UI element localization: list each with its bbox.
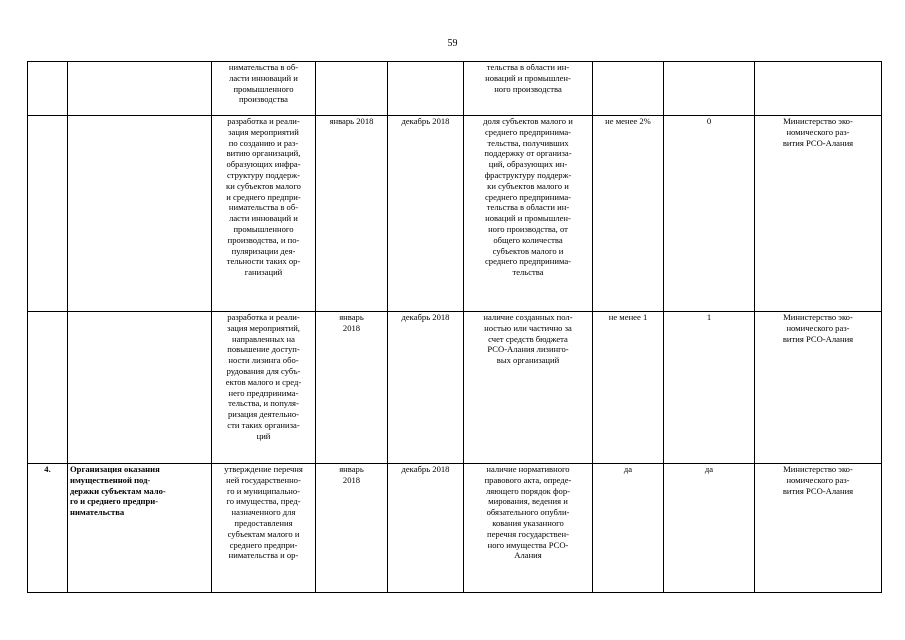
cell-line: разработка и реали- <box>227 312 300 322</box>
cell-line: пуляризации дея- <box>231 245 296 256</box>
cell-line: него предпринима- <box>228 387 299 398</box>
cell-line: 2018 <box>342 322 361 333</box>
cell-executor <box>755 312 882 464</box>
cell-line: обязательного опубли- <box>486 507 570 518</box>
cell-line: среднего предпринима- <box>484 126 572 137</box>
cell-line: вых организаций <box>496 355 560 366</box>
cell-number <box>28 62 68 116</box>
cell-line: ки субъектов малого и <box>487 180 569 191</box>
cell-line: ки субъектов малого <box>226 180 301 191</box>
cell-line: доля субъектов малого и <box>483 116 573 126</box>
cell-activity <box>212 62 316 116</box>
cell-line: ностью или частично за <box>484 322 572 333</box>
cell-line: тельства, получивших <box>487 137 569 148</box>
cell-number <box>28 116 68 312</box>
cell-line: январь 2018 <box>329 116 374 126</box>
cell-start-date <box>316 312 388 464</box>
cell-number <box>28 312 68 464</box>
cell-line: ного имущества РСО- <box>487 539 569 550</box>
cell-number: 4. <box>28 464 68 593</box>
cell-line: субъектам малого и <box>227 528 300 539</box>
cell-line: счет средств бюджета <box>488 333 568 344</box>
cell-line: мирования, ведения и <box>488 496 568 507</box>
cell-start-date <box>316 464 388 593</box>
cell-line: Министерство эко- <box>783 464 853 474</box>
cell-line: зация мероприятий <box>228 126 299 137</box>
cell-line: субъектов малого и <box>492 245 564 256</box>
cell-line: тельства в области ин- <box>486 62 570 72</box>
cell-fact-value: да <box>664 464 755 593</box>
cell-line: ляющего порядок фор- <box>485 485 570 496</box>
cell-fact-value: 0 <box>664 116 755 312</box>
cell-fact-value: 1 <box>664 312 755 464</box>
cell-line: ций <box>256 430 271 441</box>
cell-line: утверждение перечня <box>224 464 303 474</box>
table-row <box>28 116 882 312</box>
cell-end-date <box>388 62 464 116</box>
cell-line: промышленного <box>233 83 294 94</box>
cell-activity <box>212 312 316 464</box>
cell-plan-value <box>593 62 664 116</box>
cell-plan-value: не менее 1 <box>593 312 664 464</box>
cell-indicator <box>464 116 593 312</box>
cell-line: январь <box>339 312 364 322</box>
cell-line: направленных на <box>232 333 295 344</box>
cell-line: январь <box>339 464 364 474</box>
cell-line: зация мероприятий, <box>227 322 300 333</box>
cell-line: предоставления <box>234 517 293 528</box>
cell-line: тельства <box>512 267 544 278</box>
cell-line: ектов малого и сред- <box>225 376 302 387</box>
table-row <box>28 62 882 116</box>
cell-line: повышение доступ- <box>227 344 300 355</box>
cell-start-date <box>316 62 388 116</box>
cell-line: среднего предпринима- <box>484 256 572 267</box>
cell-indicator <box>464 464 593 593</box>
cell-line: новаций и промышлен- <box>485 72 571 83</box>
cell-line: кования указанного <box>492 517 564 528</box>
cell-line: фраструктуру поддерж- <box>484 169 572 180</box>
cell-line: витию организаций, <box>226 148 301 159</box>
cell-line: нимательства и ор- <box>228 550 299 561</box>
cell-name <box>68 116 212 312</box>
cell-line: номического раз- <box>786 474 850 485</box>
cell-line: ций, образующих ин- <box>488 159 568 170</box>
cell-fact-value <box>664 62 755 116</box>
cell-line: правового акта, опреде- <box>484 474 572 485</box>
cell-line: структуру поддерж- <box>226 169 301 180</box>
cell-line: производства, и по- <box>227 234 300 245</box>
cell-indicator <box>464 312 593 464</box>
cell-line: Министерство эко- <box>783 116 853 126</box>
measures-table <box>27 61 882 593</box>
cell-line: го и муниципально- <box>226 485 301 496</box>
cell-line: Организация оказания <box>70 464 160 474</box>
cell-line: и среднего предпри- <box>226 191 301 202</box>
page-number: 59 <box>447 38 458 49</box>
table-row <box>28 312 882 464</box>
cell-line: по созданию и раз- <box>228 137 299 148</box>
cell-line: держки субъектам мало- <box>70 485 166 496</box>
cell-name <box>68 464 212 593</box>
cell-line: наличие созданных пол- <box>483 312 573 322</box>
cell-line: ласти инноваций и <box>229 72 298 83</box>
cell-line: го имущества, пред- <box>226 496 301 507</box>
cell-line: среднего предпринима- <box>484 191 572 202</box>
cell-line: нимательства в об- <box>228 202 299 213</box>
cell-line: вития РСО-Алания <box>782 485 854 496</box>
cell-line: РСО-Алания лизинго- <box>487 344 569 355</box>
cell-line: тельства в области ин- <box>486 202 570 213</box>
cell-activity <box>212 464 316 593</box>
cell-line: нимательства в об- <box>228 62 299 72</box>
cell-line: Алания <box>514 550 542 561</box>
cell-start-date <box>316 116 388 312</box>
cell-line: имущественной под- <box>70 474 151 485</box>
cell-line: общего количества <box>493 234 563 245</box>
cell-line: ности лизинга обо- <box>228 355 299 366</box>
cell-line: образующих инфра- <box>226 159 301 170</box>
cell-executor <box>755 116 882 312</box>
cell-line: Министерство эко- <box>783 312 853 322</box>
cell-line: нимательства <box>70 507 125 518</box>
cell-line: поддержку от организа- <box>484 148 572 159</box>
cell-line: тельства, и популя- <box>228 398 299 409</box>
cell-line: ласти инноваций и <box>229 213 298 224</box>
cell-line: вития РСО-Алания <box>782 333 854 344</box>
cell-line: ней государственно- <box>226 474 301 485</box>
cell-executor <box>755 62 882 116</box>
cell-line: декабрь 2018 <box>401 464 450 474</box>
cell-line: декабрь 2018 <box>401 312 450 322</box>
cell-name <box>68 62 212 116</box>
cell-line: 2018 <box>342 474 361 485</box>
cell-line: производства <box>239 94 288 105</box>
cell-end-date <box>388 312 464 464</box>
cell-line: ганизаций <box>244 267 283 278</box>
cell-line: ризация деятельно- <box>227 409 300 420</box>
cell-line: назначенного для <box>231 507 296 518</box>
cell-line: наличие нормативного <box>486 464 570 474</box>
cell-line: номического раз- <box>786 322 850 333</box>
cell-line: ного производства, от <box>488 223 568 234</box>
cell-activity <box>212 116 316 312</box>
cell-line: ного производства <box>494 83 562 94</box>
cell-plan-value: не менее 2% <box>593 116 664 312</box>
cell-line: разработка и реали- <box>227 116 300 126</box>
cell-line: перечня государствен- <box>487 528 569 539</box>
cell-end-date <box>388 464 464 593</box>
cell-line: среднего предпри- <box>229 539 298 550</box>
cell-line: вития РСО-Алания <box>782 137 854 148</box>
cell-name <box>68 312 212 464</box>
cell-line: тельности таких ор- <box>226 256 301 267</box>
cell-plan-value: да <box>593 464 664 593</box>
cell-indicator <box>464 62 593 116</box>
cell-executor <box>755 464 882 593</box>
cell-line: сти таких организа- <box>227 419 300 430</box>
cell-line: номического раз- <box>786 126 850 137</box>
cell-line: промышленного <box>233 223 294 234</box>
cell-line: рудования для субъ- <box>226 365 301 376</box>
cell-line: новаций и промышлен- <box>485 213 571 224</box>
cell-line: декабрь 2018 <box>401 116 450 126</box>
table-row <box>28 464 882 593</box>
cell-line: го и среднего предпри- <box>70 496 159 507</box>
cell-end-date <box>388 116 464 312</box>
